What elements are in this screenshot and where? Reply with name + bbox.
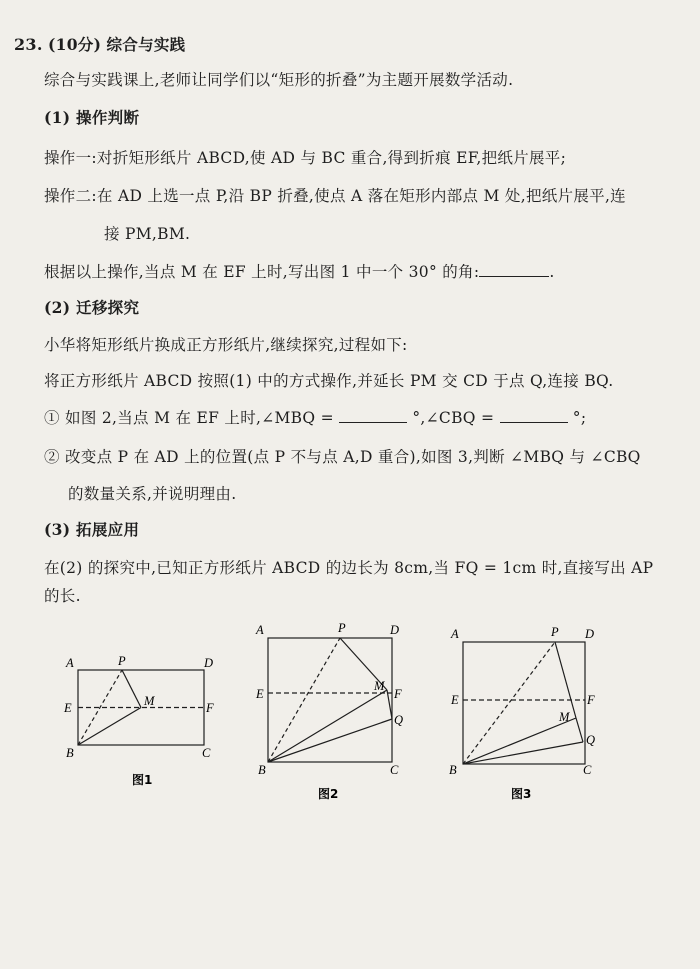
figure-2 [252,618,412,807]
figure-1-diagram [60,650,230,790]
operation-one: 操作一:对折矩形纸片 ABCD,使 AD 与 BC 重合,得到折痕 EF,把纸片展平; [44,149,567,167]
label-m: M [559,710,570,724]
square-abcd [268,638,392,762]
square-abcd [463,642,585,764]
crease-bp [268,638,340,762]
label-f: F [587,693,595,707]
label-d: D [204,656,214,670]
label-c: C [390,763,399,777]
answer-blank-30-degree-angle[interactable] [479,262,549,277]
label-p: P [338,621,346,635]
part1-question-end: . [549,263,555,281]
answer-blank-mbq[interactable] [339,408,407,423]
crease-bp [78,670,122,745]
figure-1-caption: 图1 [132,773,153,787]
label-c: C [583,763,592,777]
label-a: A [66,656,74,670]
label-m: M [144,694,155,708]
segment-mq [576,718,583,742]
label-m: M [374,679,385,693]
label-d: D [390,623,400,637]
figure-3-diagram [447,622,607,807]
label-e: E [64,701,72,715]
question-number: 23. [14,35,43,54]
subquestion-2-line1: ② 改变点 P 在 AD 上的位置(点 P 不与点 A,D 重合),如图 3,判断 ∠MBQ 与 ∠CBQ [44,448,641,466]
subquestion-2-line2: 的数量关系,并说明理由. [68,485,237,503]
label-b: B [258,763,266,777]
segment-pm [555,642,576,718]
part2-title: (2) 迁移探究 [44,298,140,317]
segment-mq [387,690,392,719]
subquestion-1-text-b: °,∠CBQ = [412,409,495,427]
question-header [14,33,185,55]
label-a: A [451,627,459,641]
label-q: Q [586,733,596,747]
segment-bm [78,708,141,746]
segment-bq [463,742,583,764]
figure-2-caption: 图2 [318,787,339,801]
label-c: C [202,746,211,760]
label-q: Q [394,713,404,727]
part3-title: (3) 拓展应用 [44,520,140,539]
label-f: F [394,687,402,701]
segment-bm [268,690,387,762]
part2-line1: 小华将矩形纸片换成正方形纸片,继续探究,过程如下: [44,336,408,354]
label-p: P [118,654,126,668]
part3-line1: 在(2) 的探究中,已知正方形纸片 ABCD 的边长为 8cm,当 FQ = 1cm 时,直接写出 AP [44,559,654,577]
label-e: E [256,687,264,701]
segment-bq [268,719,392,762]
question-points: (10分) [47,35,102,54]
operation-two-line2: 接 PM,BM. [104,225,191,243]
segment-pm [122,670,141,708]
part1-question [44,260,555,282]
operation-two-line1: 操作二:在 AD 上选一点 P,沿 BP 折叠,使点 A 落在矩形内部点 M 处,把纸片展平,连 [44,187,626,205]
figure-3-caption: 图3 [511,787,532,801]
question-title: 综合与实践 [106,35,186,54]
label-p: P [551,625,559,639]
label-e: E [451,693,459,707]
label-b: B [449,763,457,777]
subquestion-1-text-a: ① 如图 2,当点 M 在 EF 上时,∠MBQ = [44,409,334,427]
part3-line2: 的长. [44,587,81,605]
label-b: B [66,746,74,760]
label-a: A [256,623,264,637]
subquestion-1 [44,406,586,428]
part1-title: (1) 操作判断 [44,108,140,127]
part1-question-text: 根据以上操作,当点 M 在 EF 上时,写出图 1 中一个 30° 的角: [44,263,480,281]
figure-3 [447,622,607,811]
part2-line2: 将正方形纸片 ABCD 按照(1) 中的方式操作,并延长 PM 交 CD 于点 Q,连接 BQ. [44,372,614,390]
figure-1 [60,650,230,794]
subquestion-1-text-c: °; [572,409,587,427]
answer-blank-cbq[interactable] [500,408,568,423]
figure-2-diagram [252,618,412,803]
intro-text: 综合与实践课上,老师让同学们以“矩形的折叠”为主题开展数学活动. [44,71,514,89]
label-f: F [206,701,214,715]
label-d: D [585,627,595,641]
